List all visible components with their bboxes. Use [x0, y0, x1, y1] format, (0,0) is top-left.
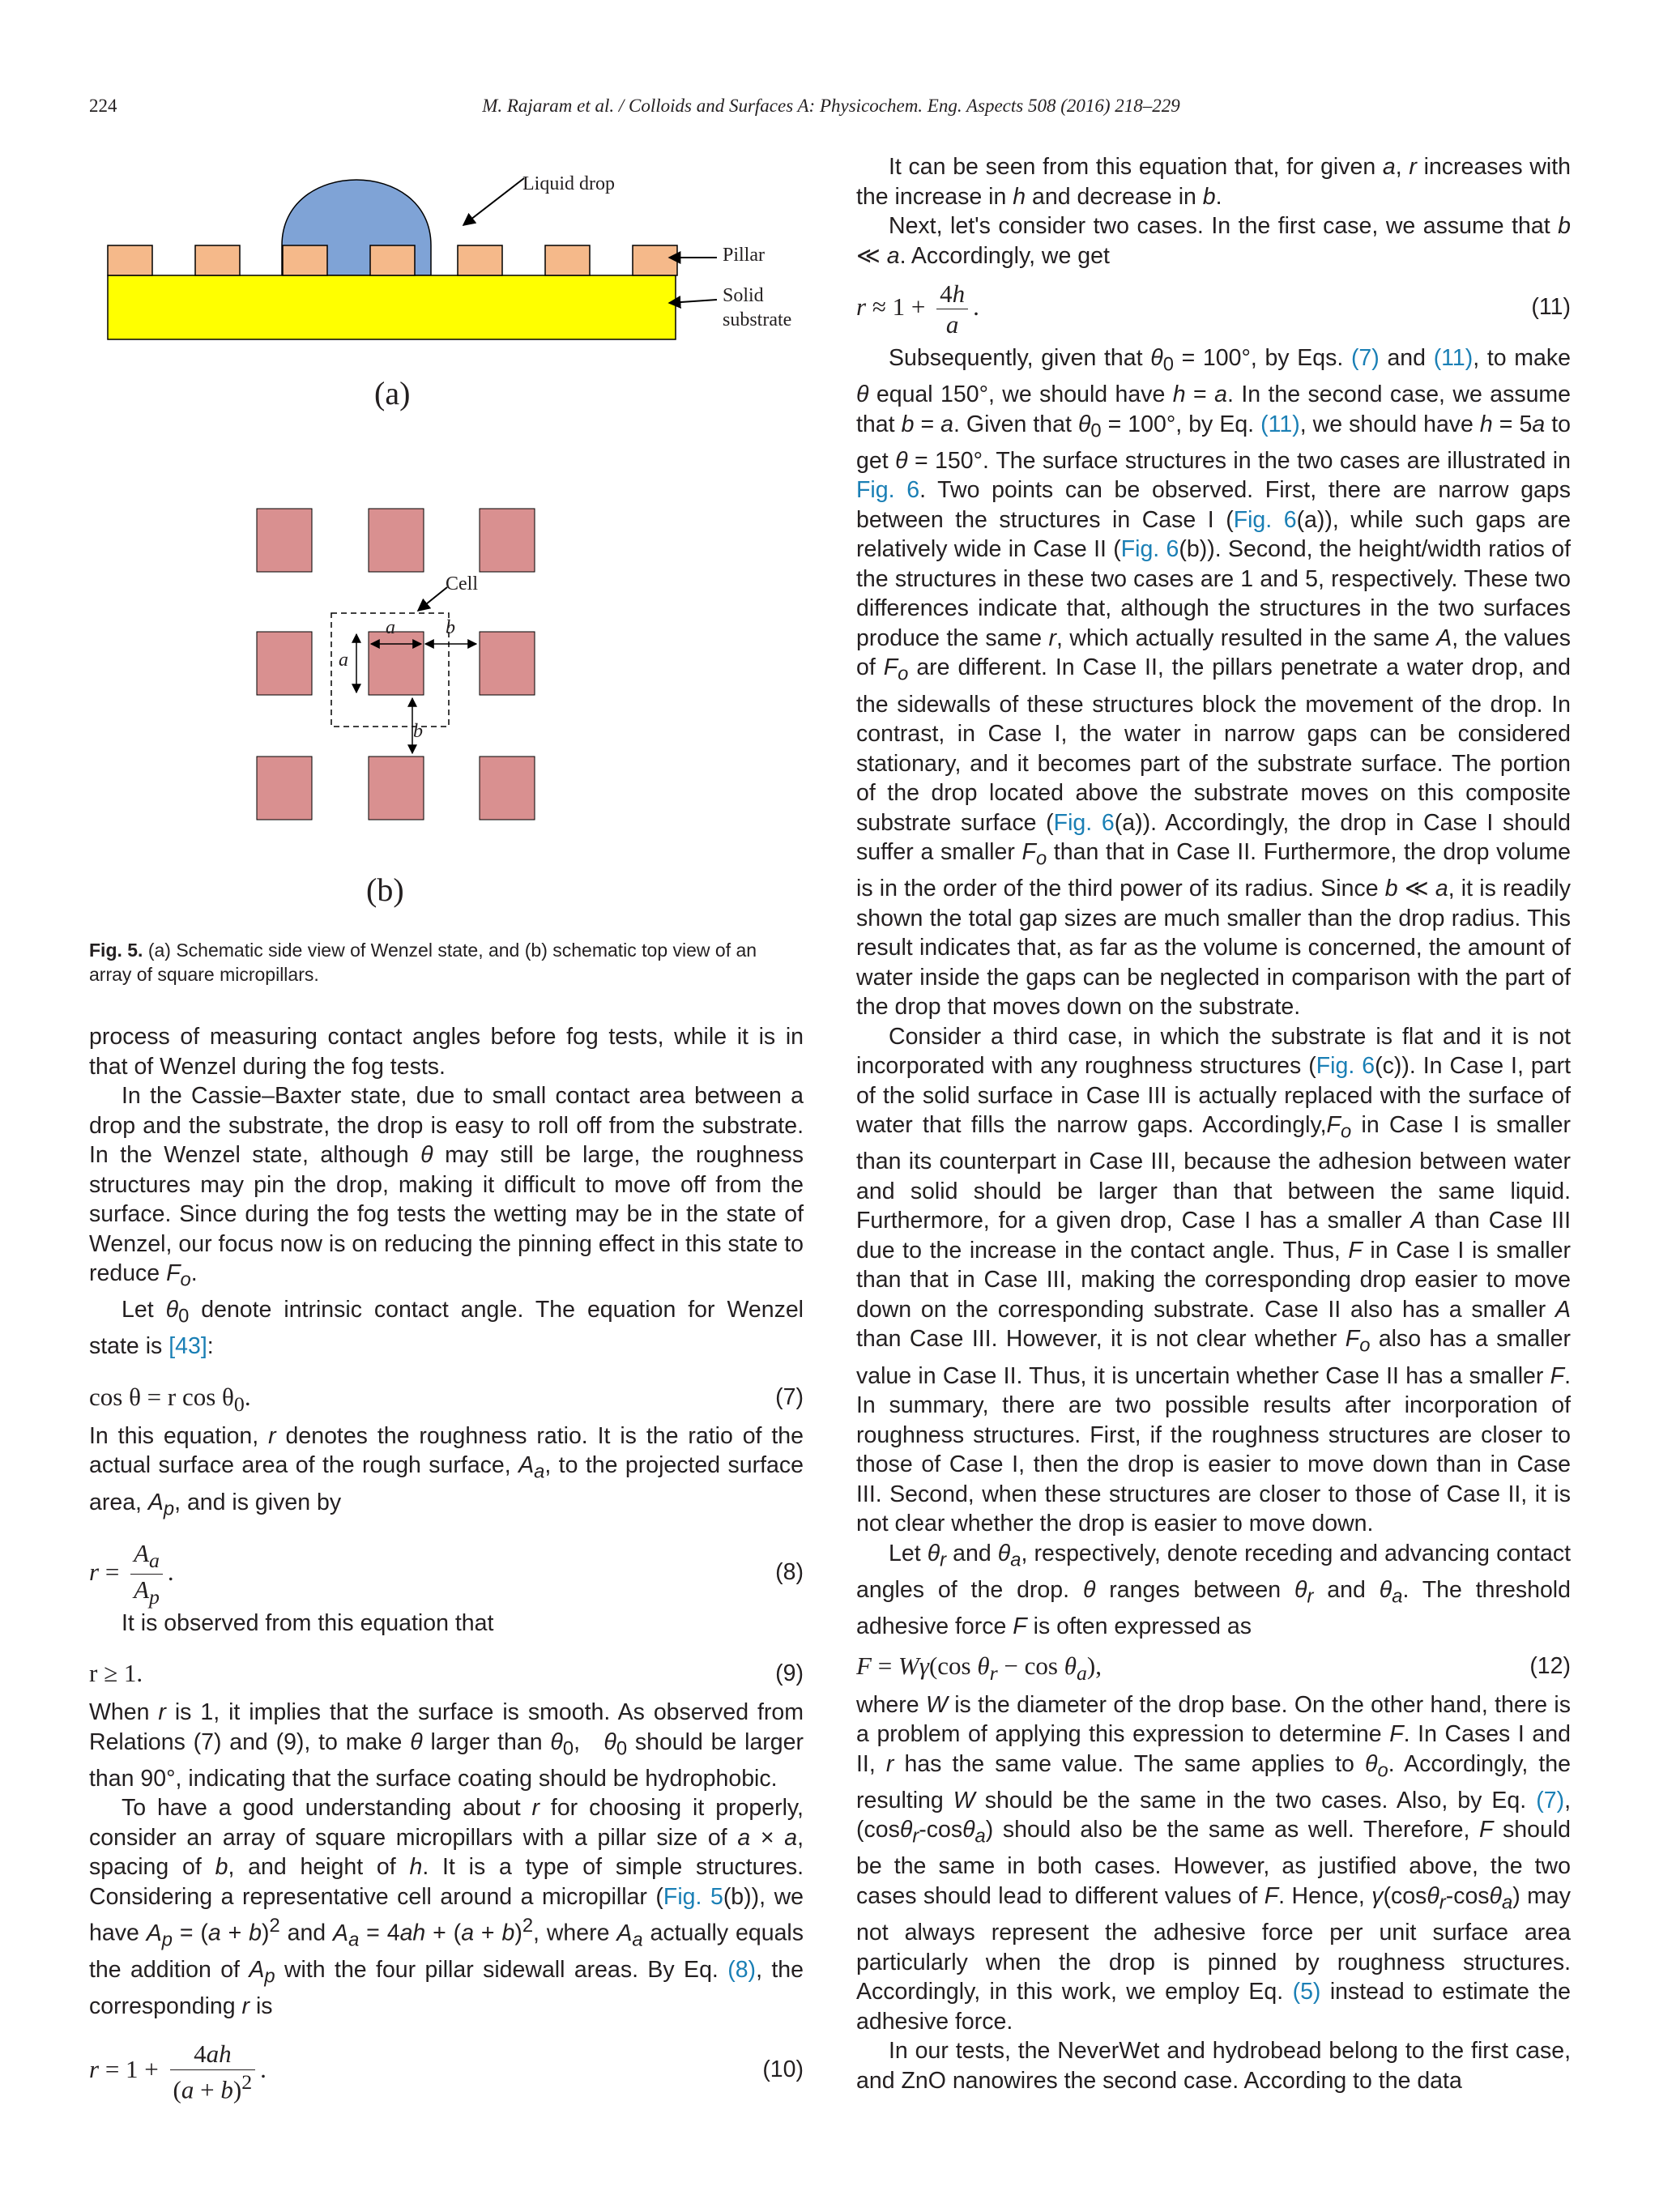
- panel-a-drawing: [108, 178, 717, 339]
- panel-b-drawing: [257, 509, 535, 820]
- right-paragraph-7: In our tests, the NeverWet and hydrobead belong to the first case, and ZnO nanowires the second case. According to the data: [856, 2038, 1571, 2094]
- figure-5: [89, 154, 804, 923]
- running-header: [89, 96, 1573, 128]
- left-paragraph-7: To have a good understanding about r for choosing it properly, consider an array of square micropillars with a pillar size of a × a, spacing of b, and height of h. It is a type of simple structures. Considering a representative cell around a micropillar (Fig. 5(b)), we have $A_p = (a + b)^2$ and $A_a = 4ah + (a + b)^2$, where $A_a$ actually equals the addition of $A_p$ with the four pillar sidewall areas. By Eq. (8), the corresponding r is: [89, 1795, 804, 2020]
- equation-10: r = 1 + $\frac{4ah}{(a + b)^2}$ . (10): [89, 2039, 804, 2103]
- figure-5-caption: [89, 938, 804, 987]
- right-paragraph-4: Consider a third case, in which the substrate is flat and it is not incorporated with any roughness structures (Fig. 6(c)). In Case I, part of the solid surface in Case III is actually replaced with the surface of water that fills the narrow gaps. $Accordingly,F_o$ in Case I is smaller than its counterpart in Case III, because the adhesion between water and solid should be larger than that between the same liquid. Furthermore, for a given drop, Case I has a smaller A than Case III due to the increase in the contact angle. Thus, F in Case I is smaller than that in Case III, making the corresponding drop easier to move down on the corresponding substrate. Case II also has a smaller A than Case III. However, it is not clear whether $F_o$ also has a smaller value in Case II. Thus, it is uncertain whether Case II has a smaller F. In summary, there are two possible results after incorporation of roughness structures. First, if the roughness structures are closer to those of Case I, then the drop is easier to move down than in Case III. Second, when these structures are closer to those of Case II, it is not clear whether the drop is easier to move down.: [856, 1023, 1571, 1537]
- liquid-drop-label: Liquid drop: [522, 173, 615, 194]
- right-paragraph-1: It can be seen from this equation that, for given a, r increases with the increase in h and decrease in b.: [856, 154, 1571, 210]
- substrate-label-line2: substrate: [723, 309, 792, 330]
- right-paragraph-3: Subsequently, given that $\theta_0 = 100^\circ$, by Eqs. (7) and (11), to make θ equal 150°, we should have h = a. In the second case, we assume that b = a. Given that $\theta_0 = 100^\circ$, by Eq. (11), we should have h = 5a to get θ = 150°. The surface structures in the two cases are illustrated in Fig. 6. Two points can be observed. First, there are narrow gaps between the structures in Case I (Fig. 6(a)), while such gaps are relatively wide in Case II (Fig. 6(b)). Second, the height/width ratios of the structures in these two cases are 1 and 5, respectively. These two differences indicate that, although the structures in the two surfaces produce the same r, which actually resulted in the same A, the values of $F_o$ are different. In Case II, the pillars penetrate a water drop, and the sidewalls of these structures block the movement of the drop. In contrast, in Case I, the water in narrow gaps can be considered stationary, and it becomes part of the substrate surface. The portion of the drop located above the substrate moves on this composite substrate surface (Fig. 6(a)). Accordingly, the drop in Case I should suffer a smaller $F_o$ than that in Case II. Furthermore, the drop volume is in the order of the third power of its radius. Since b ≪ a, it is readily shown the total gap sizes are much smaller than the drop radius. This result indicates that, as far as the volume is concerned, the amount of water inside the gaps can be neglected in comparison with the part of the drop that moves down on the substrate.: [856, 345, 1572, 1021]
- left-column: [89, 1022, 804, 2106]
- right-paragraph-2: Next, let's consider two cases. In the first case, we assume that b ≪ a. Accordingly, we get: [856, 213, 1571, 269]
- panel-b-label: (b): [366, 872, 404, 908]
- cell-label: Cell: [446, 573, 478, 595]
- page-number: 224: [89, 96, 117, 116]
- dim-b-vertical-label: b: [413, 721, 423, 742]
- right-paragraph-5: Let $\theta_r$ and $\theta_a$, respectively, denote receding and advancing contact angles of the drop. θ ranges between $\theta_r$ and $\theta_a$. The threshold adhesive force F is often expressed as: [856, 1540, 1571, 1639]
- equation-9: r ≥ 1. (9): [89, 1659, 804, 1688]
- left-paragraph-1: process of measuring contact angles before fog tests, while it is in that of Wenzel during the fog tests.: [89, 1024, 804, 1080]
- eq-8-link[interactable]: (8): [727, 1957, 757, 1984]
- dim-a-vertical-label: a: [339, 650, 348, 671]
- left-paragraph-3: Let $\theta_0$ denote intrinsic contact angle. The equation for Wenzel state is [43]:: [89, 1297, 804, 1360]
- left-paragraph-6: When r is 1, it implies that the surface is smooth. As observed from Relations (7) and (9), to make θ larger than $\theta_0$, $\theta_0$ should be larger than 90°, indicating that the surface coating should be hydrophobic.: [89, 1699, 804, 1792]
- liquid-drop-arrow: [463, 178, 524, 225]
- pillar-shapes: [108, 245, 677, 275]
- right-column: [856, 152, 1571, 2095]
- cell-arrow: [418, 587, 447, 611]
- left-paragraph-5: It is observed from this equation that: [122, 1609, 494, 1636]
- equation-12: F = Wγ(cos $\theta_r - \cos \theta_a$), (12): [856, 1651, 1571, 1685]
- left-paragraph-4: In this equation, r denotes the roughness ratio. It is the ratio of the actual surface area of the rough surface, $A_a$, to the projected surface area, $A_p$, and is given by: [89, 1422, 804, 1520]
- equation-11: r ≈ 1 + $\frac{4h}{a}$ . (11): [856, 279, 1571, 339]
- pillar-label: Pillar: [723, 245, 765, 266]
- dim-a-horizontal-label: a: [386, 617, 395, 638]
- fig-5-link[interactable]: Fig. 5: [663, 1883, 723, 1910]
- caption-text: (a) Schematic side view of Wenzel state, and (b) schematic top view of an array of square micropillars.: [89, 940, 757, 985]
- journal-citation: M. Rajaram et al. / Colloids and Surfaces A: Physicochem. Eng. Aspects 508 (2016) 218–229: [482, 96, 1180, 116]
- right-paragraph-6: where W is the diameter of the drop base. On the other hand, there is a problem of applying this expression to determine F. In Cases I and II, r has the same value. The same applies to $\theta_o$. Accordingly, the resulting W should be the same in the two cases. Also, by Eq. (7), (cosθ$_r$-cosθ$_a$) should also be the same as well. Therefore, F should be the same in both cases. However, as justified above, the two cases should lead to different values of F. Hence, γ(cosθ$_r$-cosθ$_a$) may not always represent the adhesive force per unit surface area particularly when the drop is pinned by roughness structures. Accordingly, in this work, we employ Eq. (5) instead to estimate the adhesive force.: [856, 1691, 1572, 2035]
- solid-substrate-shape: [108, 275, 676, 339]
- equation-7: cos θ = r $\cos \theta_0$. (7): [89, 1382, 804, 1417]
- substrate-arrow: [669, 300, 717, 303]
- dim-b-horizontal-label: b: [446, 617, 455, 638]
- equation-8: r = $\frac{A_a}{A_p}$ . (8): [89, 1538, 804, 1609]
- micropillar-squares: [257, 509, 535, 820]
- panel-a-label: (a): [374, 375, 411, 411]
- ref-43-link[interactable]: [43]: [168, 1333, 207, 1360]
- caption-label: Fig. 5.: [89, 940, 143, 961]
- left-paragraph-2: In the Cassie–Baxter state, due to small contact area between a drop and the substrate, the drop is easy to roll off from the substrate. In the Wenzel state, although θ may still be large, the roughness structures may pin the drop, making it difficult to move off from the surface. Since during the fog tests the wetting may be in the state of Wenzel, our focus now is on reducing the pinning effect in this state to reduce $F_o$.: [89, 1083, 804, 1291]
- figure-5-drawing: [89, 154, 804, 923]
- substrate-label-line1: Solid: [723, 285, 764, 306]
